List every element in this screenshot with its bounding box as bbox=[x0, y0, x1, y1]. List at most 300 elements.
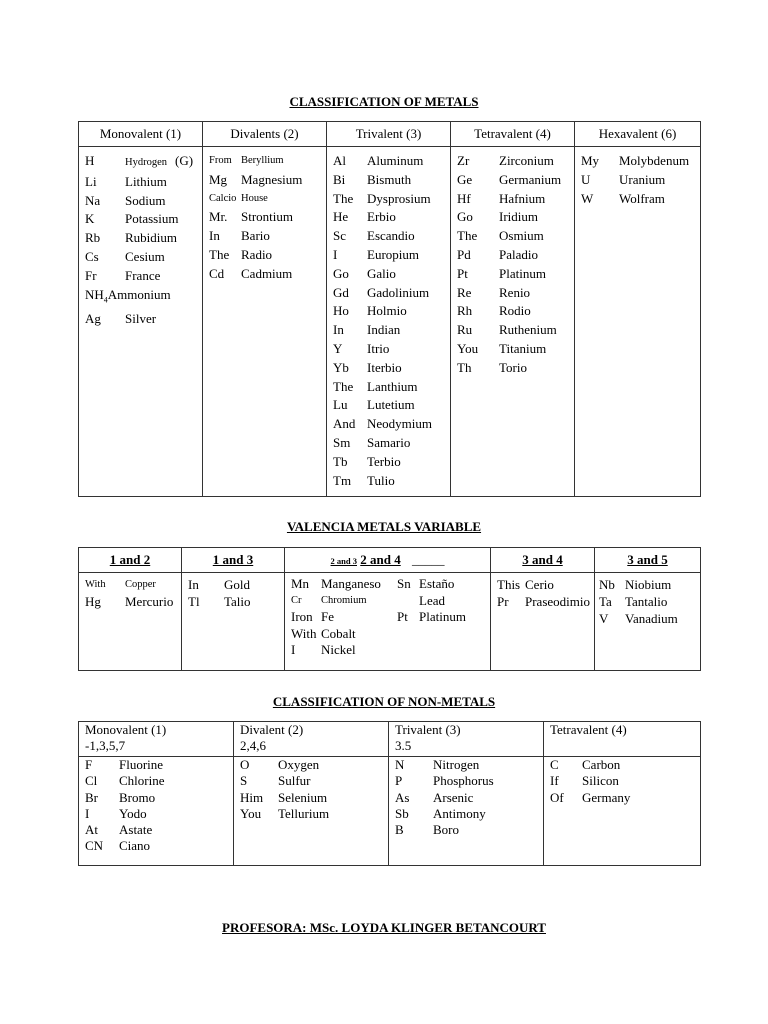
element-entry bbox=[599, 593, 700, 610]
element-entry bbox=[240, 790, 388, 806]
variable-col-1-3 bbox=[182, 573, 285, 671]
element-name: Tulio bbox=[367, 472, 395, 488]
element-name: Erbio bbox=[367, 209, 396, 225]
element-name: Iterbio bbox=[367, 359, 402, 375]
element-entry bbox=[457, 302, 574, 321]
element-entry bbox=[209, 190, 326, 209]
element-name: Ammonium bbox=[107, 286, 171, 302]
element-entry bbox=[209, 208, 326, 227]
element-symbol: Rh bbox=[457, 303, 473, 319]
element-symbol: Hg bbox=[85, 594, 101, 609]
element-entry bbox=[209, 227, 326, 246]
element-name: Potassium bbox=[125, 211, 179, 227]
element-name: Manganeso bbox=[321, 576, 381, 591]
element-symbol: Mr. bbox=[209, 209, 228, 225]
nonmetals-col-tetravalent bbox=[544, 757, 701, 866]
element-entry bbox=[240, 806, 388, 822]
element-name: Lutetium bbox=[367, 397, 415, 413]
element-entry bbox=[397, 576, 466, 593]
element-symbol: If bbox=[550, 773, 559, 789]
element-entry bbox=[581, 152, 700, 171]
element-symbol: The bbox=[333, 190, 354, 206]
element-entry bbox=[333, 265, 450, 284]
element-name: Hafnium bbox=[499, 190, 546, 206]
element-entry bbox=[333, 415, 450, 434]
element-symbol: Go bbox=[457, 209, 473, 225]
element-entry bbox=[599, 610, 700, 627]
element-name: Lead bbox=[419, 592, 445, 608]
element-name: House bbox=[241, 192, 268, 204]
element-symbol: Lu bbox=[333, 397, 348, 413]
element-symbol: Ag bbox=[85, 310, 101, 326]
element-entry bbox=[240, 773, 388, 789]
element-name: Boro bbox=[433, 822, 459, 838]
element-name: Mercurio bbox=[125, 594, 174, 609]
element-name: Lanthium bbox=[367, 378, 418, 394]
nonmetals-header-monovalent-valences: -1,3,5,7 bbox=[85, 738, 126, 753]
element-name: Nitrogen bbox=[433, 757, 480, 772]
element-name: Tellurium bbox=[278, 805, 330, 821]
element-name: Niobium bbox=[625, 577, 672, 592]
element-symbol: S bbox=[240, 773, 248, 789]
element-entry bbox=[209, 246, 326, 265]
nonmetals-col-divalent bbox=[234, 757, 389, 866]
element-entry bbox=[333, 453, 450, 472]
element-name: Zirconium bbox=[499, 153, 554, 168]
element-entry bbox=[333, 434, 450, 453]
element-name: Wolfram bbox=[619, 190, 665, 206]
element-symbol: And bbox=[333, 416, 356, 432]
element-name: Renio bbox=[499, 284, 531, 300]
nonmetals-title: CLASSIFICATION OF NON-METALS bbox=[272, 694, 496, 709]
variable-header-1-3-label: 1 and 3 bbox=[212, 552, 254, 567]
element-name: Selenium bbox=[278, 789, 328, 805]
element-symbol: Of bbox=[550, 789, 564, 805]
element-symbol: Ho bbox=[333, 303, 349, 319]
nonmetals-header-monovalent bbox=[79, 722, 234, 757]
element-name: Ruthenium bbox=[499, 322, 557, 338]
element-symbol: Y bbox=[333, 340, 343, 356]
nonmetals-header-divalent-name: Divalent (2) bbox=[240, 722, 304, 737]
variable-header-3-5-label: 3 and 5 bbox=[627, 552, 668, 567]
element-entry bbox=[395, 790, 543, 806]
element-name: Europium bbox=[367, 246, 419, 262]
element-entry bbox=[188, 576, 284, 593]
element-symbol: Pr bbox=[497, 594, 509, 609]
element-name: Osmium bbox=[499, 228, 544, 244]
element-name: Galio bbox=[367, 265, 396, 281]
element-symbol: CN bbox=[85, 838, 104, 854]
nonmetals-header-divalent bbox=[234, 722, 389, 757]
element-name: Lithium bbox=[125, 173, 167, 189]
element-symbol: Gd bbox=[333, 284, 349, 300]
element-symbol: Sn bbox=[397, 576, 411, 591]
element-name: Radio bbox=[241, 246, 273, 262]
variable-header-2-3-2-4 bbox=[285, 548, 491, 573]
element-symbol: Th bbox=[457, 359, 472, 375]
element-entry bbox=[333, 321, 450, 340]
metals-col-trivalent bbox=[327, 147, 451, 497]
element-symbol: Re bbox=[457, 284, 472, 300]
element-entry bbox=[333, 190, 450, 209]
metals-col-monovalent bbox=[79, 147, 203, 497]
element-name: Sulfur bbox=[278, 773, 311, 789]
element-name: Bario bbox=[241, 228, 270, 244]
element-symbol: Mg bbox=[209, 171, 228, 187]
element-entry bbox=[85, 248, 202, 267]
element-note: (G) bbox=[175, 153, 194, 168]
element-entry bbox=[85, 152, 202, 173]
element-symbol: The bbox=[209, 246, 230, 262]
element-symbol: I bbox=[85, 805, 90, 821]
variable-table bbox=[78, 547, 701, 671]
element-symbol: Him bbox=[240, 789, 264, 805]
element-entry bbox=[550, 773, 700, 789]
element-symbol: P bbox=[395, 773, 403, 789]
element-name: Oxygen bbox=[278, 757, 320, 772]
element-symbol: Tl bbox=[188, 594, 200, 609]
element-entry bbox=[85, 310, 202, 329]
element-entry bbox=[291, 576, 397, 593]
nonmetals-header-trivalent bbox=[389, 722, 544, 757]
element-symbol: From bbox=[209, 155, 232, 166]
element-entry bbox=[85, 773, 233, 789]
element-name: Cesium bbox=[125, 248, 165, 264]
metals-table bbox=[78, 121, 701, 497]
element-name: Platinum bbox=[419, 609, 466, 624]
variable-title: VALENCIA METALS VARIABLE bbox=[286, 519, 482, 534]
element-name: Praseodimio bbox=[525, 594, 590, 609]
variable-header-3-4-label: 3 and 4 bbox=[522, 552, 563, 567]
element-symbol: Mn bbox=[291, 576, 310, 591]
element-entry bbox=[188, 593, 284, 610]
element-name: Hydrogen bbox=[125, 157, 167, 168]
variable-col-2-4 bbox=[285, 573, 491, 671]
element-symbol: C bbox=[550, 757, 559, 772]
variable-header-blank: _____ bbox=[411, 552, 445, 567]
element-name: Platinum bbox=[499, 265, 546, 281]
element-name: Gadolinium bbox=[367, 284, 430, 300]
element-name: Itrio bbox=[367, 340, 390, 356]
element-symbol: Cl bbox=[85, 773, 98, 789]
element-symbol: V bbox=[599, 611, 609, 626]
variable-header-1-2 bbox=[79, 548, 182, 573]
element-symbol: Rb bbox=[85, 230, 101, 246]
variable-col-3-5 bbox=[595, 573, 701, 671]
element-symbol: In bbox=[188, 577, 199, 592]
element-symbol: Sb bbox=[395, 805, 409, 821]
element-symbol: Calcio bbox=[209, 192, 237, 204]
variable-header-1-3 bbox=[182, 548, 285, 573]
element-entry bbox=[333, 208, 450, 227]
element-entry bbox=[85, 806, 233, 822]
element-name: Rodio bbox=[499, 303, 531, 319]
element-entry bbox=[457, 359, 574, 378]
element-name: Chlorine bbox=[119, 773, 165, 789]
element-symbol: The bbox=[457, 228, 478, 244]
element-entry bbox=[333, 152, 450, 171]
element-symbol: You bbox=[240, 805, 262, 821]
element-symbol: H bbox=[85, 153, 95, 168]
metals-col-divalent bbox=[203, 147, 327, 497]
element-symbol: Cs bbox=[85, 248, 99, 264]
variable-header-1-2-label: 1 and 2 bbox=[109, 552, 151, 567]
element-entry bbox=[395, 806, 543, 822]
nonmetals-header-trivalent-valences: 3.5 bbox=[395, 738, 412, 753]
element-subscript: 4 bbox=[103, 295, 108, 305]
element-entry bbox=[457, 152, 574, 171]
metals-header-trivalent: Trivalent (3) bbox=[327, 122, 451, 147]
metals-title: CLASSIFICATION OF METALS bbox=[289, 94, 479, 109]
element-entry bbox=[85, 822, 233, 838]
element-entry bbox=[209, 152, 326, 171]
element-symbol: Ge bbox=[457, 171, 473, 187]
variable-header-3-4 bbox=[491, 548, 595, 573]
nonmetals-table bbox=[78, 721, 701, 866]
element-entry bbox=[291, 593, 397, 610]
element-entry bbox=[457, 208, 574, 227]
nonmetals-header-tetravalent-name: Tetravalent (4) bbox=[550, 722, 627, 737]
element-entry bbox=[333, 171, 450, 190]
element-symbol: At bbox=[85, 822, 98, 838]
element-name: Nickel bbox=[321, 642, 356, 657]
element-entry bbox=[333, 227, 450, 246]
element-name: Sodium bbox=[125, 192, 166, 208]
element-name: Neodymium bbox=[367, 416, 432, 432]
element-name: Beryllium bbox=[241, 155, 284, 166]
element-name: Phosphorus bbox=[433, 773, 494, 789]
element-name: Astate bbox=[119, 822, 153, 838]
element-symbol: Sm bbox=[333, 434, 351, 450]
element-name: Bismuth bbox=[367, 171, 412, 187]
element-symbol: Yb bbox=[333, 359, 349, 375]
element-symbol: Cd bbox=[209, 265, 225, 281]
element-symbol: Pt bbox=[397, 609, 408, 624]
element-name: Titanium bbox=[499, 340, 547, 356]
element-entry bbox=[333, 246, 450, 265]
element-symbol: Cr bbox=[291, 594, 302, 606]
element-name: Carbon bbox=[582, 757, 621, 772]
metals-col-hexavalent bbox=[575, 147, 701, 497]
nonmetals-header-trivalent-name: Trivalent (3) bbox=[395, 722, 461, 737]
element-symbol: My bbox=[581, 153, 600, 168]
element-name: Terbio bbox=[367, 453, 401, 469]
nonmetals-header-tetravalent bbox=[544, 722, 701, 757]
element-entry bbox=[85, 286, 202, 310]
element-entry bbox=[395, 757, 543, 773]
variable-col-3-4 bbox=[491, 573, 595, 671]
element-symbol: Ru bbox=[457, 322, 473, 338]
metals-header-hexavalent: Hexavalent (6) bbox=[575, 122, 701, 147]
element-symbol: F bbox=[85, 757, 93, 772]
element-entry bbox=[581, 171, 700, 190]
element-entry bbox=[457, 284, 574, 303]
element-entry bbox=[85, 192, 202, 211]
element-entry bbox=[497, 593, 594, 610]
metals-header-monovalent: Monovalent (1) bbox=[79, 122, 203, 147]
element-symbol: Hf bbox=[457, 190, 471, 206]
element-symbol: With bbox=[85, 579, 106, 590]
element-entry bbox=[85, 838, 233, 854]
element-symbol: Al bbox=[333, 153, 346, 168]
element-name: Antimony bbox=[433, 805, 486, 821]
nonmetals-col-trivalent bbox=[389, 757, 544, 866]
element-name: Yodo bbox=[119, 805, 147, 821]
element-entry bbox=[291, 626, 397, 643]
element-name: Cadmium bbox=[241, 265, 293, 281]
element-entry bbox=[85, 576, 181, 593]
element-name: Bromo bbox=[119, 789, 156, 805]
element-symbol: I bbox=[333, 246, 338, 262]
element-symbol: O bbox=[240, 757, 250, 772]
element-symbol: Sc bbox=[333, 228, 346, 244]
element-symbol: Tb bbox=[333, 453, 348, 469]
element-symbol: Bi bbox=[333, 171, 346, 187]
element-symbol: This bbox=[497, 577, 521, 592]
nonmetals-col-monovalent bbox=[79, 757, 234, 866]
element-entry bbox=[85, 593, 181, 610]
element-entry bbox=[333, 396, 450, 415]
element-name: Paladio bbox=[499, 246, 538, 262]
element-name: Rubidium bbox=[125, 230, 178, 246]
element-entry bbox=[85, 229, 202, 248]
element-symbol: Iron bbox=[291, 609, 313, 624]
element-symbol: Tm bbox=[333, 472, 352, 488]
element-symbol: Pd bbox=[457, 246, 471, 262]
element-name: Gold bbox=[224, 577, 250, 592]
element-name: Uranium bbox=[619, 171, 666, 187]
element-name: Ciano bbox=[119, 838, 151, 854]
element-entry bbox=[333, 472, 450, 491]
metals-header-tetravalent: Tetravalent (4) bbox=[451, 122, 575, 147]
element-name: Samario bbox=[367, 434, 411, 450]
element-name: Chromium bbox=[321, 594, 367, 606]
element-symbol: B bbox=[395, 822, 404, 838]
element-symbol: In bbox=[333, 322, 344, 338]
element-entry bbox=[457, 265, 574, 284]
element-symbol: U bbox=[581, 171, 591, 187]
element-entry bbox=[395, 822, 543, 838]
element-entry bbox=[457, 246, 574, 265]
element-symbol: K bbox=[85, 211, 95, 227]
element-name: Germany bbox=[582, 789, 631, 805]
footer-professor: PROFESORA: MSc. LOYDA KLINGER BETANCOURT bbox=[222, 920, 546, 935]
element-name: Torio bbox=[499, 359, 527, 375]
element-name: Dysprosium bbox=[367, 190, 431, 206]
metals-header-divalent: Divalents (2) bbox=[203, 122, 327, 147]
element-name: Molybdenum bbox=[619, 153, 690, 168]
element-entry bbox=[85, 757, 233, 773]
element-symbol: N bbox=[395, 757, 405, 772]
element-entry bbox=[85, 210, 202, 229]
element-symbol: W bbox=[581, 190, 594, 206]
variable-header-small-label: 2 and 3 bbox=[330, 556, 357, 566]
element-entry bbox=[85, 790, 233, 806]
element-symbol: Li bbox=[85, 173, 97, 189]
element-symbol: In bbox=[209, 228, 220, 244]
element-symbol: NH bbox=[85, 286, 104, 302]
element-name: Fe bbox=[321, 609, 334, 624]
element-symbol: The bbox=[333, 378, 354, 394]
element-entry bbox=[581, 190, 700, 209]
element-symbol: I bbox=[291, 642, 296, 657]
element-name: Arsenic bbox=[433, 789, 474, 805]
element-name: Talio bbox=[224, 594, 251, 609]
element-name: Indian bbox=[367, 322, 401, 338]
element-entry bbox=[333, 302, 450, 321]
element-name: Cobalt bbox=[321, 625, 356, 641]
element-entry bbox=[457, 340, 574, 359]
element-name: Holmio bbox=[367, 303, 407, 319]
element-entry bbox=[599, 576, 700, 593]
element-symbol: You bbox=[457, 340, 479, 356]
nonmetals-header-monovalent-name: Monovalent (1) bbox=[85, 722, 167, 737]
element-name: Vanadium bbox=[625, 611, 678, 626]
element-entry bbox=[209, 171, 326, 190]
element-entry bbox=[457, 227, 574, 246]
element-name: Silicon bbox=[582, 773, 619, 789]
element-entry bbox=[240, 757, 388, 773]
element-entry bbox=[333, 359, 450, 378]
element-name: Tantalio bbox=[625, 594, 668, 609]
element-name: Cerio bbox=[525, 577, 554, 592]
element-entry bbox=[395, 773, 543, 789]
element-entry bbox=[550, 757, 700, 773]
element-entry bbox=[457, 171, 574, 190]
element-entry bbox=[333, 340, 450, 359]
element-symbol: Ta bbox=[599, 594, 612, 609]
element-entry bbox=[291, 609, 397, 626]
element-symbol: Fr bbox=[85, 267, 97, 283]
element-entry bbox=[85, 267, 202, 286]
element-symbol: Br bbox=[85, 789, 98, 805]
variable-header-3-5 bbox=[595, 548, 701, 573]
element-entry bbox=[457, 190, 574, 209]
element-entry bbox=[85, 173, 202, 192]
element-name: Magnesium bbox=[241, 171, 303, 187]
variable-col-1-2 bbox=[79, 573, 182, 671]
element-symbol: Na bbox=[85, 192, 101, 208]
element-name: France bbox=[125, 267, 161, 283]
element-entry bbox=[457, 321, 574, 340]
element-name: Strontium bbox=[241, 209, 294, 225]
element-name: Germanium bbox=[499, 171, 562, 187]
element-symbol: With bbox=[291, 625, 317, 641]
element-entry bbox=[397, 593, 466, 610]
element-entry bbox=[333, 284, 450, 303]
element-symbol: Go bbox=[333, 265, 349, 281]
element-name: Copper bbox=[125, 579, 156, 590]
variable-header-2-4-label: 2 and 4 bbox=[360, 552, 401, 567]
element-entry bbox=[550, 790, 700, 806]
element-name: Iridium bbox=[499, 209, 538, 225]
element-name: Fluorine bbox=[119, 757, 164, 772]
element-name: Estaño bbox=[419, 576, 455, 591]
element-name: Escandio bbox=[367, 228, 415, 244]
element-symbol: Zr bbox=[457, 153, 470, 168]
element-symbol: He bbox=[333, 209, 349, 225]
element-entry bbox=[291, 642, 397, 659]
element-symbol: Pt bbox=[457, 265, 468, 281]
nonmetals-header-divalent-valences: 2,4,6 bbox=[240, 738, 266, 753]
element-entry bbox=[497, 576, 594, 593]
metals-col-tetravalent bbox=[451, 147, 575, 497]
element-entry bbox=[397, 609, 466, 626]
element-name: Silver bbox=[125, 310, 157, 326]
element-entry bbox=[209, 265, 326, 284]
element-symbol: Nb bbox=[599, 577, 615, 592]
element-entry bbox=[333, 378, 450, 397]
